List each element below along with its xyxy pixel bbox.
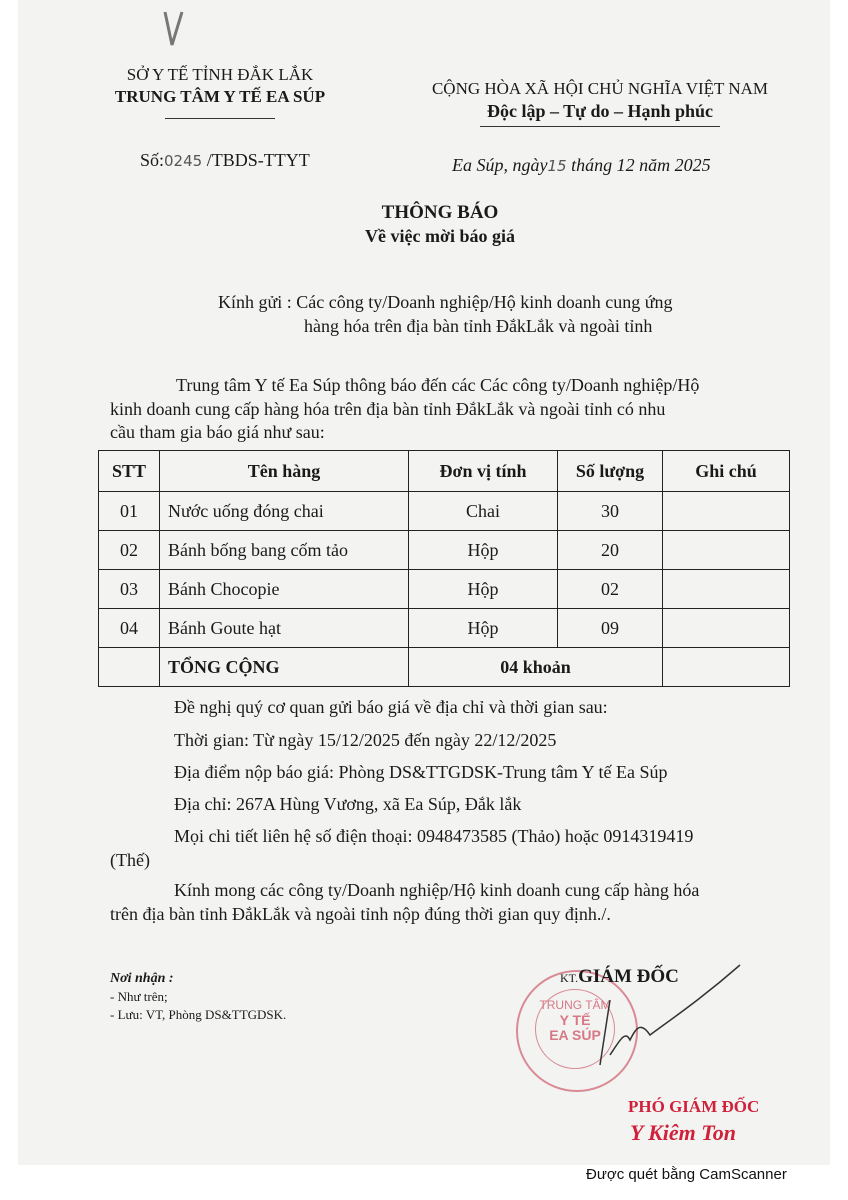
nation-block bbox=[400, 78, 800, 127]
stamp-text: EA SÚP bbox=[549, 1027, 601, 1043]
document-subtitle: Về việc mời báo giá bbox=[365, 226, 515, 246]
document-title: THÔNG BÁO bbox=[381, 202, 499, 223]
motto: Độc lập – Tự do – Hạnh phúc bbox=[486, 101, 714, 121]
detail-line: Mọi chi tiết liên hệ số điện thoại: 0948473585 (Thảo) hoặc 0914319419 bbox=[174, 826, 694, 846]
table-header bbox=[99, 451, 790, 492]
document-number: Số:0245 /TBDS-TTYT bbox=[140, 150, 310, 170]
recipients-block bbox=[110, 970, 286, 1024]
column-header: Đơn vị tính bbox=[409, 451, 558, 492]
recipient-line: Kính gửi : Các công ty/Doanh nghiệp/Hộ kinh doanh cung ứng bbox=[218, 292, 673, 312]
cell-note bbox=[663, 570, 790, 609]
cell-quantity: 20 bbox=[558, 531, 663, 570]
intro-text: Trung tâm Y tế Ea Súp thông báo đến các Các công ty/Doanh nghiệp/Hộ bbox=[176, 375, 700, 395]
cell-note bbox=[663, 492, 790, 531]
cell-empty bbox=[99, 648, 160, 687]
recipients-label: Nơi nhận : bbox=[110, 971, 174, 986]
stamp-text: Y TẾ bbox=[559, 1012, 591, 1028]
detail-line: Địa chỉ: 267A Hùng Vương, xã Ea Súp, Đắk lắk bbox=[174, 794, 522, 814]
agency-parent: SỞ Y TẾ TỈNH ĐẮK LẮK bbox=[126, 65, 314, 84]
cell-unit: Chai bbox=[409, 492, 558, 531]
cell-name: Bánh Goute hạt bbox=[160, 609, 409, 648]
cell-note bbox=[663, 531, 790, 570]
handwritten-day: 15 bbox=[547, 157, 567, 175]
cell-quantity: 30 bbox=[558, 492, 663, 531]
divider bbox=[480, 126, 720, 127]
intro-text: kinh doanh cung cấp hàng hóa trên địa bàn tỉnh ĐắkLắk và ngoài tỉnh có nhu bbox=[110, 399, 666, 419]
goods-table bbox=[98, 450, 790, 687]
cell-name: Nước uống đóng chai bbox=[160, 492, 409, 531]
cell-quantity: 09 bbox=[558, 609, 663, 648]
staple-mark bbox=[160, 10, 190, 50]
scanner-watermark: Được quét bằng CamScanner bbox=[586, 1166, 787, 1183]
agency-name: TRUNG TÂM Y TẾ EA SÚP bbox=[114, 87, 326, 106]
signer-name: Y Kiêm Ton bbox=[630, 1120, 736, 1145]
recipient-line: hàng hóa trên địa bàn tỉnh ĐắkLắk và ngoài tỉnh bbox=[304, 316, 653, 336]
column-header: Tên hàng bbox=[160, 451, 409, 492]
cell-empty bbox=[663, 648, 790, 687]
agency-block bbox=[110, 64, 330, 119]
intro-text: cầu tham gia báo giá như sau: bbox=[110, 422, 325, 442]
total-label: TỔNG CỘNG bbox=[160, 648, 409, 687]
handwritten-number: 0245 bbox=[164, 152, 203, 170]
detail-line: (Thế) bbox=[110, 850, 150, 870]
cell-name: Bánh bống bang cốm tảo bbox=[160, 531, 409, 570]
table-row bbox=[99, 531, 790, 570]
closing-text: Kính mong các công ty/Doanh nghiệp/Hộ kinh doanh cung cấp hàng hóa bbox=[174, 880, 700, 900]
table-row bbox=[99, 570, 790, 609]
cell-name: Bánh Chocopie bbox=[160, 570, 409, 609]
cell-quantity: 02 bbox=[558, 570, 663, 609]
cell-stt: 04 bbox=[99, 609, 160, 648]
divider bbox=[165, 118, 275, 119]
cell-unit: Hộp bbox=[409, 570, 558, 609]
signer-title: KT.GIÁM ĐỐC bbox=[560, 966, 679, 987]
recipient-item: - Như trên; bbox=[110, 989, 168, 1004]
cell-unit: Hộp bbox=[409, 531, 558, 570]
detail-line: Địa điểm nộp báo giá: Phòng DS&TTGDSK-Trung tâm Y tế Ea Súp bbox=[174, 762, 668, 782]
closing-text: trên địa bàn tỉnh ĐắkLắk và ngoài tỉnh nộp đúng thời gian quy định./. bbox=[110, 904, 611, 924]
column-header: STT bbox=[99, 451, 160, 492]
column-header: Ghi chú bbox=[663, 451, 790, 492]
cell-stt: 01 bbox=[99, 492, 160, 531]
table-row bbox=[99, 492, 790, 531]
detail-line: Thời gian: Từ ngày 15/12/2025 đến ngày 22/12/2025 bbox=[174, 730, 557, 750]
deputy-title: PHÓ GIÁM ĐỐC bbox=[628, 1097, 760, 1116]
recipient-item: - Lưu: VT, Phòng DS&TTGDSK. bbox=[110, 1007, 287, 1022]
column-header: Số lượng bbox=[558, 451, 663, 492]
cell-unit: Hộp bbox=[409, 609, 558, 648]
cell-note bbox=[663, 609, 790, 648]
document-date: Ea Súp, ngày15 tháng 12 năm 2025 bbox=[452, 155, 711, 175]
cell-stt: 03 bbox=[99, 570, 160, 609]
handwritten-signature bbox=[580, 960, 750, 1070]
table-row bbox=[99, 609, 790, 648]
detail-line: Đề nghị quý cơ quan gửi báo giá về địa chỉ và thời gian sau: bbox=[174, 697, 608, 717]
cell-stt: 02 bbox=[99, 531, 160, 570]
total-value: 04 khoản bbox=[409, 648, 663, 687]
stamp-text: TRUNG TÂM bbox=[539, 998, 611, 1012]
nation-title: CỘNG HÒA XÃ HỘI CHỦ NGHĨA VIỆT NAM bbox=[431, 79, 769, 98]
table-total-row bbox=[99, 648, 790, 687]
